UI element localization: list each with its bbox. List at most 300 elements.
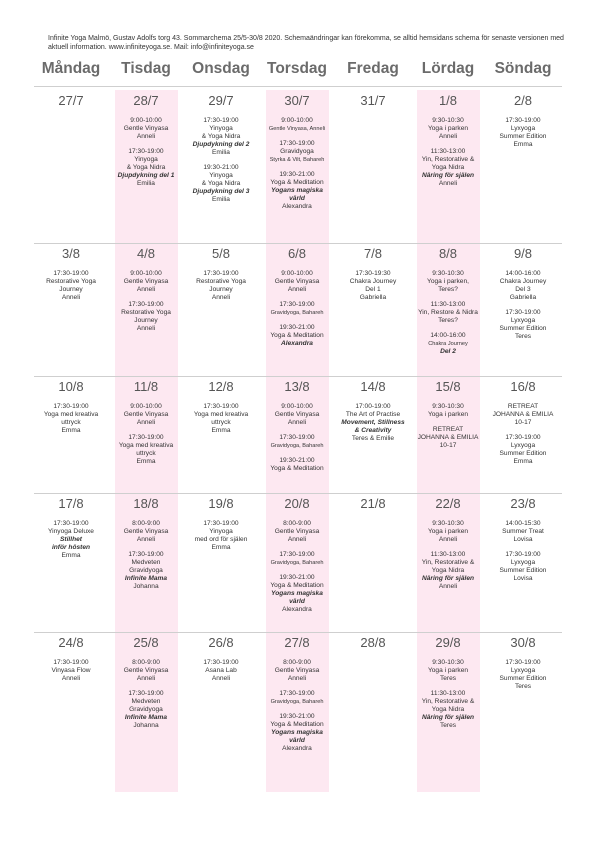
class-line: 14:00-16:00: [505, 270, 541, 277]
class-line: 9:00-10:00: [281, 270, 313, 277]
spacer: [262, 567, 332, 574]
class-line: Gabriella: [509, 294, 537, 301]
class-line: Anneli: [61, 675, 81, 682]
class-line: Journey: [134, 317, 158, 324]
day-heading: Söndag: [494, 60, 552, 77]
date-label: 19/8: [208, 496, 234, 511]
class-line: Yoga & Meditation: [270, 332, 324, 339]
class-line: Djupdykning del 2: [192, 141, 250, 148]
date-label: 17/8: [58, 496, 84, 511]
date-label: 11/8: [133, 379, 159, 394]
day-heading: Måndag: [41, 60, 101, 77]
class-line: 17:30-19:00: [203, 270, 239, 277]
class-line: 17:30-19:00: [505, 309, 541, 316]
row-divider: [34, 376, 562, 377]
class-line: Anneli: [136, 536, 156, 543]
class-line: Yin, Restore & Nidra: [418, 309, 478, 316]
class-line: Yogans magiska: [271, 187, 323, 194]
class-listing: [413, 403, 483, 450]
class-line: Johanna: [133, 583, 159, 590]
date-label: 2/8: [513, 93, 533, 108]
class-line: 11:30-13:00: [430, 690, 466, 697]
class-line: 17:30-19:00: [505, 659, 541, 666]
class-line: Gentle Vinyasa: [274, 411, 320, 418]
day-heading: Fredag: [347, 60, 399, 77]
class-line: JOHANNA & EMILIA: [492, 411, 554, 418]
class-line: Yoga i parken,: [427, 278, 469, 285]
class-line: Teres: [439, 675, 457, 682]
class-line: & Creativity: [354, 427, 392, 434]
class-line: Yinyoga: [209, 125, 233, 132]
class-line: Infinite Mama: [124, 575, 168, 582]
date-label: 30/7: [284, 93, 310, 108]
class-line: Gabriella: [359, 294, 387, 301]
class-line: 8:00-9:00: [283, 520, 311, 527]
class-line: värld: [289, 598, 305, 605]
class-line: Yoga i parken: [427, 667, 469, 674]
class-line: Medveten: [131, 698, 161, 705]
row-divider: [34, 86, 562, 87]
class-line: Medveten: [131, 559, 161, 566]
class-line: Restorative Yoga: [196, 278, 246, 285]
class-line: Yogans magiska: [271, 590, 323, 597]
class-line: 17:30-19:00: [53, 520, 89, 527]
class-line: Yinyoga Deluxe: [48, 528, 94, 535]
date-label: 10/8: [58, 379, 84, 394]
class-line: Summer Edition: [499, 133, 547, 140]
class-line: Lyxyoga: [510, 667, 536, 674]
class-line: The Art of Practise: [345, 411, 401, 418]
class-line: uttryck: [211, 419, 231, 426]
spacer: [111, 544, 181, 551]
row-divider: [34, 493, 562, 494]
class-listing: [338, 270, 408, 302]
class-line: Anneli: [287, 536, 307, 543]
class-line: Summer Edition: [499, 450, 547, 457]
class-line: Djupdykning del 3: [192, 188, 250, 195]
class-line: Gentle Vinyasa, Anneli: [268, 126, 326, 132]
class-line: 19:30-21:00: [279, 324, 315, 331]
class-line: 17:30-19:00: [279, 551, 315, 558]
class-line: Chakra Journey: [349, 278, 397, 285]
spacer: [186, 157, 256, 164]
class-line: Näring för själen: [421, 575, 475, 582]
class-line: Teres?: [438, 317, 458, 324]
class-listing: [111, 117, 181, 188]
day-heading: Onsdag: [192, 60, 250, 77]
row-divider: [34, 632, 562, 633]
day-heading: Torsdag: [267, 60, 327, 77]
spacer: [488, 427, 558, 434]
class-listing: [186, 403, 256, 435]
class-listing: [488, 520, 558, 583]
class-listing: [111, 403, 181, 466]
class-line: Yoga med kreativa: [118, 442, 174, 449]
class-line: Emilia: [212, 149, 230, 156]
class-line: Alexandra: [282, 203, 312, 210]
spacer: [262, 450, 332, 457]
class-line: Emma: [61, 427, 81, 434]
class-line: värld: [289, 195, 305, 202]
class-line: 9:30-10:30: [432, 117, 464, 124]
class-line: Anneli: [136, 286, 156, 293]
class-listing: [186, 520, 256, 552]
class-line: Gravidyoga, Bahareh: [270, 699, 324, 705]
class-line: 17:30-19:00: [128, 690, 164, 697]
class-listing: [36, 659, 106, 683]
class-listing: [111, 659, 181, 730]
class-line: Yoga & Meditation: [270, 582, 324, 589]
class-line: 19:30-21:00: [203, 164, 239, 171]
class-line: Yogans magiska: [271, 729, 323, 736]
class-line: Johanna: [133, 722, 159, 729]
class-line: Emma: [513, 141, 533, 148]
class-line: 17:30-19:00: [203, 403, 239, 410]
class-line: 8:00-9:00: [132, 659, 160, 666]
date-label: 9/8: [513, 246, 533, 261]
class-line: Lyxyoga: [510, 559, 536, 566]
class-listing: [262, 117, 332, 211]
class-line: 17:30-19:00: [203, 659, 239, 666]
class-line: RETREAT: [432, 426, 464, 433]
class-line: Movement, Stillness: [341, 419, 405, 426]
class-line: Restorative Yoga: [121, 309, 171, 316]
date-label: 26/8: [208, 635, 234, 650]
class-listing: [186, 270, 256, 302]
class-line: Yin, Restorative &: [421, 698, 475, 705]
class-line: 17:30-19:00: [128, 434, 164, 441]
date-label: 24/8: [58, 635, 84, 650]
class-line: Anneli: [136, 325, 156, 332]
date-label: 12/8: [208, 379, 234, 394]
class-line: Yin, Restorative &: [421, 156, 475, 163]
date-label: 28/8: [360, 635, 386, 650]
class-line: Infinite Mama: [124, 714, 168, 721]
class-line: Alexandra: [282, 745, 312, 752]
class-line: Gravidyoga: [129, 567, 163, 574]
class-line: 9:00-10:00: [130, 270, 162, 277]
spacer: [262, 164, 332, 171]
date-label: 14/8: [360, 379, 386, 394]
class-line: Emma: [136, 458, 156, 465]
class-line: 9:00-10:00: [281, 403, 313, 410]
class-line: Journey: [209, 286, 233, 293]
date-label: 20/8: [284, 496, 310, 511]
spacer: [488, 544, 558, 551]
class-line: Alexandra: [282, 606, 312, 613]
class-line: Gentle Vinyasa: [123, 528, 169, 535]
class-line: Lyxyoga: [510, 442, 536, 449]
class-line: Yoga i parken: [427, 125, 469, 132]
spacer: [262, 706, 332, 713]
spacer: [262, 294, 332, 301]
class-listing: [488, 270, 558, 341]
class-line: 11:30-13:00: [430, 551, 466, 558]
class-line: Teres?: [438, 286, 458, 293]
date-label: 6/8: [287, 246, 307, 261]
class-line: inför hösten: [51, 544, 91, 551]
class-line: Gravidyoga, Bahareh: [270, 310, 324, 316]
class-line: 17:30-19:00: [279, 434, 315, 441]
class-line: värld: [289, 737, 305, 744]
class-line: 19:30-21:00: [279, 574, 315, 581]
class-line: 17:00-19:00: [355, 403, 391, 410]
date-label: 15/8: [435, 379, 461, 394]
date-label: 25/8: [133, 635, 159, 650]
class-line: 19:30-21:00: [279, 171, 315, 178]
class-line: 17:30-19:00: [505, 551, 541, 558]
class-line: Gravidyoga, Bahareh: [270, 443, 324, 449]
class-line: Yinyoga: [209, 172, 233, 179]
class-line: Emma: [61, 552, 81, 559]
class-line: Yoga Nidra: [431, 164, 465, 171]
class-line: Teres: [514, 333, 532, 340]
class-listing: [413, 270, 483, 356]
date-label: 29/8: [435, 635, 461, 650]
spacer: [488, 302, 558, 309]
date-label: 8/8: [438, 246, 458, 261]
class-line: Djupdykning del 1: [117, 172, 175, 179]
class-listing: [36, 403, 106, 435]
class-line: Näring för själen: [421, 172, 475, 179]
date-label: 28/7: [133, 93, 159, 108]
class-listing: [262, 270, 332, 348]
class-line: Styrka & Vilt, Bahareh: [269, 157, 325, 163]
spacer: [413, 325, 483, 332]
class-line: 19:30-21:00: [279, 457, 315, 464]
class-line: Lovisa: [513, 575, 533, 582]
class-line: Emilia: [137, 180, 155, 187]
class-line: & Yoga Nidra: [201, 133, 241, 140]
class-line: Yoga Nidra: [431, 706, 465, 713]
class-line: 10-17: [514, 419, 532, 426]
class-line: Del 3: [515, 286, 531, 293]
class-line: 17:30-19:00: [279, 140, 315, 147]
class-line: 17:30-19:00: [505, 434, 541, 441]
class-line: Lovisa: [513, 536, 533, 543]
date-label: 31/7: [360, 93, 386, 108]
class-line: Emilia: [212, 196, 230, 203]
class-line: Gravidyoga: [280, 148, 314, 155]
class-line: Anneli: [136, 675, 156, 682]
class-line: Yoga med kreativa: [193, 411, 249, 418]
spacer: [262, 427, 332, 434]
class-line: Journey: [59, 286, 83, 293]
class-line: Anneli: [211, 675, 231, 682]
date-label: 29/7: [208, 93, 234, 108]
class-line: 17:30-19:00: [53, 403, 89, 410]
class-line: Yoga & Meditation: [270, 721, 324, 728]
date-label: 21/8: [360, 496, 386, 511]
class-line: 14:00-15:30: [505, 520, 541, 527]
spacer: [262, 683, 332, 690]
class-line: 19:30-21:00: [279, 713, 315, 720]
spacer: [111, 294, 181, 301]
class-line: Anneli: [136, 133, 156, 140]
class-line: Gentle Vinyasa: [123, 125, 169, 132]
class-listing: [488, 403, 558, 466]
class-line: Anneli: [211, 294, 231, 301]
class-line: 14:00-16:00: [430, 332, 466, 339]
class-line: Emma: [211, 544, 231, 551]
class-line: 10-17: [439, 442, 457, 449]
class-line: Yoga & Meditation: [270, 179, 324, 186]
spacer: [413, 294, 483, 301]
class-listing: [413, 117, 483, 188]
class-listing: [111, 520, 181, 591]
class-line: Teres: [439, 722, 457, 729]
date-label: 16/8: [510, 379, 536, 394]
class-line: Asana Lab: [205, 667, 237, 674]
class-line: 17:30-19:00: [203, 520, 239, 527]
date-label: 7/8: [363, 246, 383, 261]
class-listing: [262, 659, 332, 753]
class-listing: [413, 520, 483, 591]
class-line: 17:30-19:30: [355, 270, 391, 277]
class-line: Summer Edition: [499, 567, 547, 574]
date-label: 4/8: [136, 246, 156, 261]
class-line: uttryck: [61, 419, 81, 426]
class-line: RETREAT: [507, 403, 539, 410]
class-listing: [36, 520, 106, 560]
class-line: 17:30-19:00: [505, 117, 541, 124]
class-line: & Yoga Nidra: [126, 164, 166, 171]
class-line: Summer Edition: [499, 325, 547, 332]
spacer: [262, 133, 332, 140]
class-line: 8:00-9:00: [283, 659, 311, 666]
class-line: Del 1: [365, 286, 381, 293]
class-line: Anneli: [438, 133, 458, 140]
spacer: [413, 544, 483, 551]
date-label: 23/8: [510, 496, 536, 511]
class-line: Näring för själen: [421, 714, 475, 721]
class-line: Chakra Journey: [428, 341, 468, 347]
class-line: Summer Edition: [499, 675, 547, 682]
class-listing: [111, 270, 181, 333]
class-line: 8:00-9:00: [132, 520, 160, 527]
day-heading: Lördag: [421, 60, 475, 77]
class-line: 9:30-10:30: [432, 270, 464, 277]
class-line: Yinyoga: [209, 528, 233, 535]
spacer: [413, 419, 483, 426]
class-line: JOHANNA & EMILIA: [417, 434, 479, 441]
date-label: 13/8: [284, 379, 310, 394]
class-line: Anneli: [438, 180, 458, 187]
spacer: [111, 683, 181, 690]
class-line: 17:30-19:00: [279, 690, 315, 697]
class-line: 17:30-19:00: [279, 301, 315, 308]
class-line: Anneli: [136, 419, 156, 426]
spacer: [111, 427, 181, 434]
class-listing: [36, 270, 106, 302]
date-label: 3/8: [61, 246, 81, 261]
class-listing: [488, 659, 558, 691]
class-line: Restorative Yoga: [46, 278, 96, 285]
class-listing: [338, 403, 408, 443]
class-line: Chakra Journey: [499, 278, 547, 285]
class-line: & Yoga Nidra: [201, 180, 241, 187]
class-line: uttryck: [136, 450, 156, 457]
class-line: Gentle Vinyasa: [123, 411, 169, 418]
class-line: Teres: [514, 683, 532, 690]
date-label: 27/8: [284, 635, 310, 650]
class-line: Vinyasa Flow: [51, 667, 91, 674]
spacer: [262, 544, 332, 551]
spacer: [413, 141, 483, 148]
class-line: Gentle Vinyasa: [123, 667, 169, 674]
class-line: 17:30-19:00: [53, 659, 89, 666]
class-line: Emma: [513, 458, 533, 465]
date-label: 30/8: [510, 635, 536, 650]
class-line: med ord för själen: [194, 536, 248, 543]
date-label: 27/7: [58, 93, 84, 108]
class-line: 9:00-10:00: [130, 117, 162, 124]
class-listing: [262, 403, 332, 473]
spacer: [413, 683, 483, 690]
class-listing: [186, 117, 256, 204]
class-line: Emma: [211, 427, 231, 434]
class-line: Anneli: [287, 675, 307, 682]
class-listing: [186, 659, 256, 683]
date-label: 22/8: [435, 496, 461, 511]
class-line: 11:30-13:00: [430, 301, 466, 308]
class-line: Yoga i parken: [427, 411, 469, 418]
day-heading: Tisdag: [121, 60, 171, 77]
class-listing: [262, 520, 332, 614]
class-line: 17:30-19:00: [128, 148, 164, 155]
class-line: Gentle Vinyasa: [274, 528, 320, 535]
date-label: 18/8: [133, 496, 159, 511]
class-line: 9:00-10:00: [281, 117, 313, 124]
class-line: Yoga Nidra: [431, 567, 465, 574]
class-line: Gentle Vinyasa: [123, 278, 169, 285]
class-line: 9:00-10:00: [130, 403, 162, 410]
class-line: Gravidyoga: [129, 706, 163, 713]
class-line: Yoga & Meditation: [270, 465, 324, 472]
class-line: 9:30-10:30: [432, 520, 464, 527]
class-line: Anneli: [438, 536, 458, 543]
class-line: Anneli: [287, 419, 307, 426]
class-line: Teres & Emilie: [351, 435, 395, 442]
class-line: Yoga med kreativa: [43, 411, 99, 418]
class-line: 17:30-19:00: [53, 270, 89, 277]
class-line: Summer Treat: [502, 528, 544, 535]
class-line: 11:30-13:00: [430, 148, 466, 155]
class-line: Lyxyoga: [510, 317, 536, 324]
class-line: Yinyoga: [134, 156, 158, 163]
class-line: Anneli: [287, 286, 307, 293]
header-note: Infinite Yoga Malmö, Gustav Adolfs torg 43. Sommarchema 25/5-30/8 2020. Schemaändringar kan förekomma, se alltid hemsidans schema för senaste versionen med aktuell information. www.infiniteyoga.se. Mail: info@infiniteyoga.se: [48, 35, 564, 51]
class-line: Alexandra: [281, 340, 313, 347]
class-line: Gravidyoga, Bahareh: [270, 560, 324, 566]
class-line: 17:30-19:00: [128, 551, 164, 558]
class-line: 17:30-19:00: [203, 117, 239, 124]
class-line: 17:30-19:00: [128, 301, 164, 308]
class-line: Yin, Restorative &: [421, 559, 475, 566]
date-label: 5/8: [211, 246, 231, 261]
class-listing: [488, 117, 558, 149]
class-line: Del 2: [440, 348, 456, 355]
class-line: Gentle Vinyasa: [274, 278, 320, 285]
class-line: Anneli: [61, 294, 81, 301]
class-line: 9:30-10:30: [432, 659, 464, 666]
class-line: Yoga i parken: [427, 528, 469, 535]
spacer: [111, 141, 181, 148]
class-line: 9:30-10:30: [432, 403, 464, 410]
class-listing: [413, 659, 483, 730]
date-label: 1/8: [438, 93, 458, 108]
spacer: [262, 317, 332, 324]
